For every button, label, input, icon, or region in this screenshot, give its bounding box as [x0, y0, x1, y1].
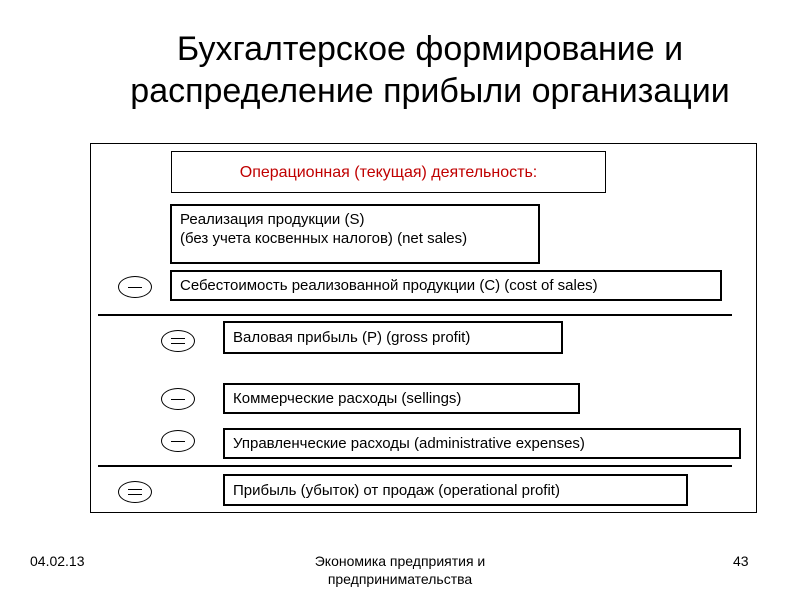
admin-expenses-box: Управленческие расходы (administrative expenses): [223, 428, 741, 459]
operational-activity-header: Операционная (текущая) деятельность:: [171, 151, 606, 193]
separator-line: [98, 314, 732, 316]
minus-operator-icon: [161, 388, 195, 410]
slide-title: [60, 28, 800, 112]
gross-profit-box: Валовая прибыль (Р) (gross profit): [223, 321, 563, 354]
footer-course-line1: Экономика предприятия и: [314, 553, 486, 569]
slide-title-line2: распределение прибыли организации: [130, 72, 730, 110]
footer-page-number: 43: [733, 553, 749, 569]
minus-operator-icon: [161, 430, 195, 452]
operational-profit-box: Прибыль (убыток) от продаж (operational profit): [223, 474, 688, 506]
footer-course-line2: предпринимательства: [327, 571, 473, 587]
sellings-box: Коммерческие расходы (sellings): [223, 383, 580, 414]
footer-date: 04.02.13: [30, 553, 85, 569]
equals-operator-icon: [118, 481, 152, 503]
separator-line: [98, 465, 732, 467]
footer-course: [270, 552, 530, 588]
slide-title-line1: Бухгалтерское формирование и: [176, 30, 684, 68]
equals-operator-icon: [161, 330, 195, 352]
minus-operator-icon: [118, 276, 152, 298]
sales-line1: Реализация продукции (S): [180, 211, 365, 228]
sales-line2: (без учета косвенных налогов) (net sales): [180, 230, 468, 247]
cost-of-sales-box: Себестоимость реализованной продукции (С) (cost of sales): [170, 270, 722, 301]
sales-box: [170, 204, 540, 264]
